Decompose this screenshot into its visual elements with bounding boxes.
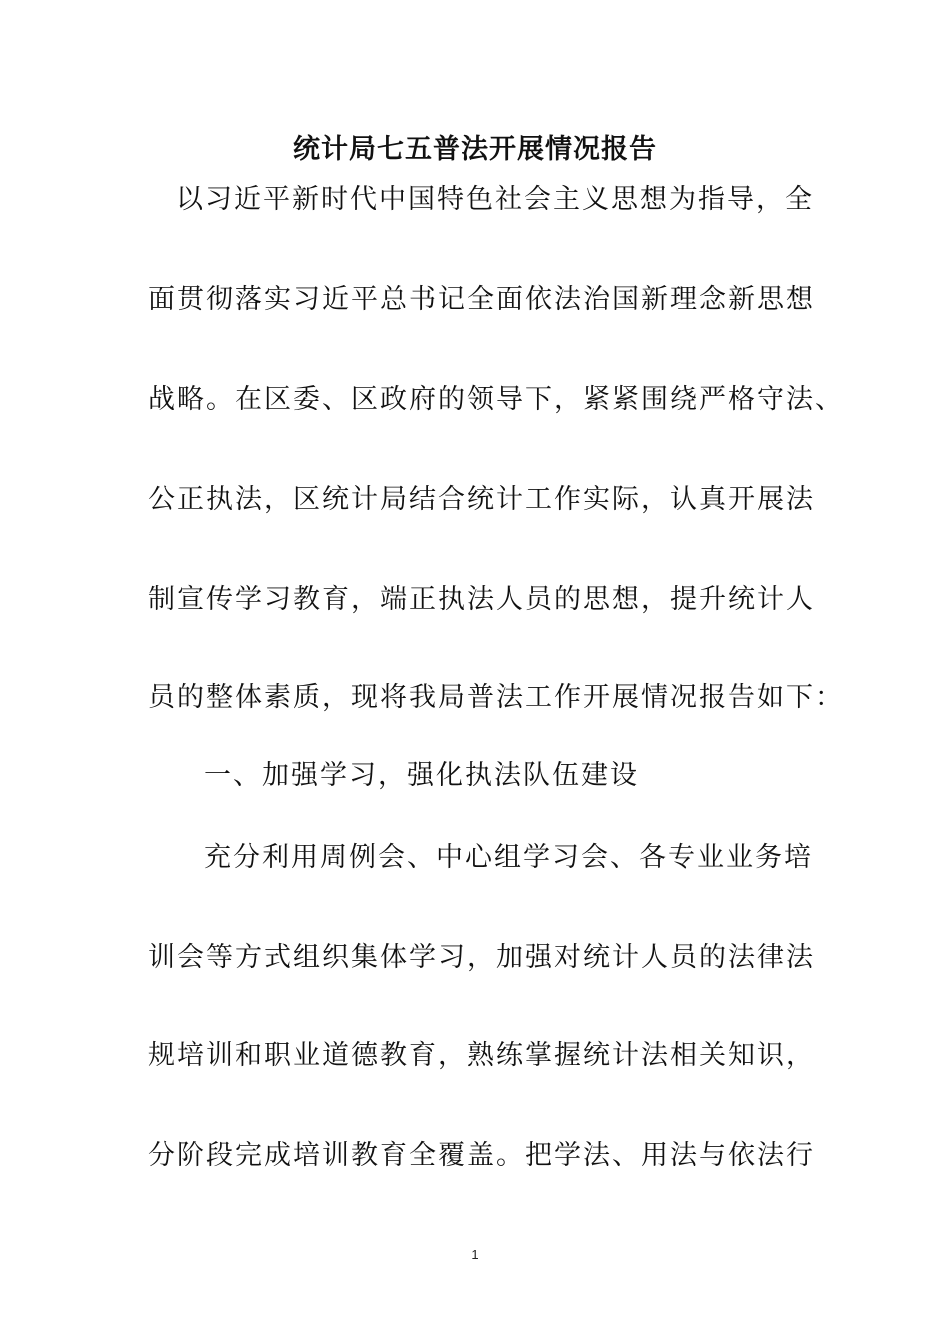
- paragraph-line-2: 面贯彻落实习近平总书记全面依法治国新理念新思想: [148, 284, 815, 315]
- paragraph-line-5: 制宣传学习教育，端正执法人员的思想，提升统计人: [148, 584, 815, 615]
- paragraph-line-8: 训会等方式组织集体学习，加强对统计人员的法律法: [148, 942, 815, 973]
- paragraph-line-10: 分阶段完成培训教育全覆盖。把学法、用法与依法行: [148, 1140, 815, 1171]
- paragraph-line-1: 以习近平新时代中国特色社会主义思想为指导，全: [176, 184, 814, 215]
- paragraph-line-9: 规培训和职业道德教育，熟练掌握统计法相关知识，: [148, 1040, 815, 1071]
- document-title: 统计局七五普法开展情况报告: [293, 134, 657, 165]
- section-heading-1: 一、加强学习，强化执法队伍建设: [204, 760, 639, 791]
- paragraph-line-6: 员的整体素质，现将我局普法工作开展情况报告如下：: [148, 682, 844, 713]
- paragraph-line-4: 公正执法，区统计局结合统计工作实际，认真开展法: [148, 484, 815, 515]
- page-number: 1: [471, 1247, 479, 1262]
- paragraph-line-7: 充分利用周例会、中心组学习会、各专业业务培: [204, 842, 813, 873]
- paragraph-line-3: 战略。在区委、区政府的领导下，紧紧围绕严格守法、: [148, 384, 844, 415]
